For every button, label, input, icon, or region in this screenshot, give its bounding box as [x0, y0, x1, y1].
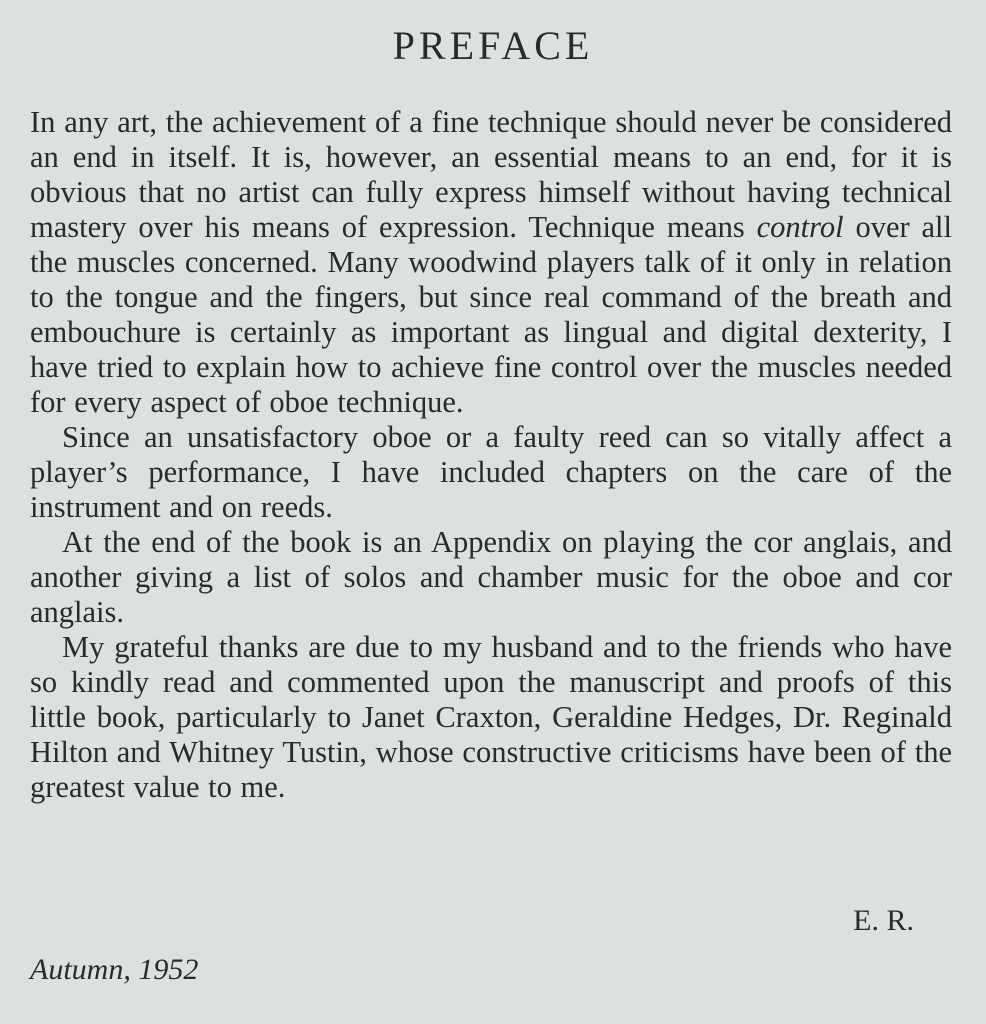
- paragraph-technique-end: over all the muscles concerned. Many woodwind players talk of it only in relation to the tongue and the fingers, but since real command of the breath and embouchure is certainly as important as lingual and digital dexterity, I have tried to explain how to achieve fine control over the muscles needed for every aspect of oboe technique.: [30, 210, 953, 419]
- emphasized-word: control: [756, 210, 844, 244]
- page-title: PREFACE: [392, 23, 594, 68]
- paragraph-technique-start: In any art, the achievement of a fine technique should never be considered an end in itself. It is, however, an essential means to an end, for it is obvious that no artist can fully express himself without having technical mastery over his means of expression. Technique means: [30, 105, 952, 244]
- paragraph-instrument-care: Since an unsatisfactory oboe or a faulty reed can so vitally affect a player’s performance, I have included chapters on the care of the instrument and on reeds.: [30, 420, 952, 524]
- author-initials: E. R.: [853, 904, 914, 937]
- paragraph-acknowledgements: My grateful thanks are due to my husband and to the friends who have so kindly read and commented upon the manuscript and proofs of this little book, particularly to Janet Craxton, Geraldine Hedges, Dr. Reginald Hilton and Whitney Tustin, whose constructive criticisms have been of the greatest value to me.: [30, 630, 952, 804]
- preface-body: [30, 105, 952, 805]
- dateline: Autumn, 1952: [30, 953, 199, 986]
- paragraph-technique: [30, 105, 952, 420]
- paragraph-appendix: At the end of the book is an Appendix on playing the cor anglais, and another giving a list of solos and chamber music for the oboe and cor anglais.: [30, 525, 952, 629]
